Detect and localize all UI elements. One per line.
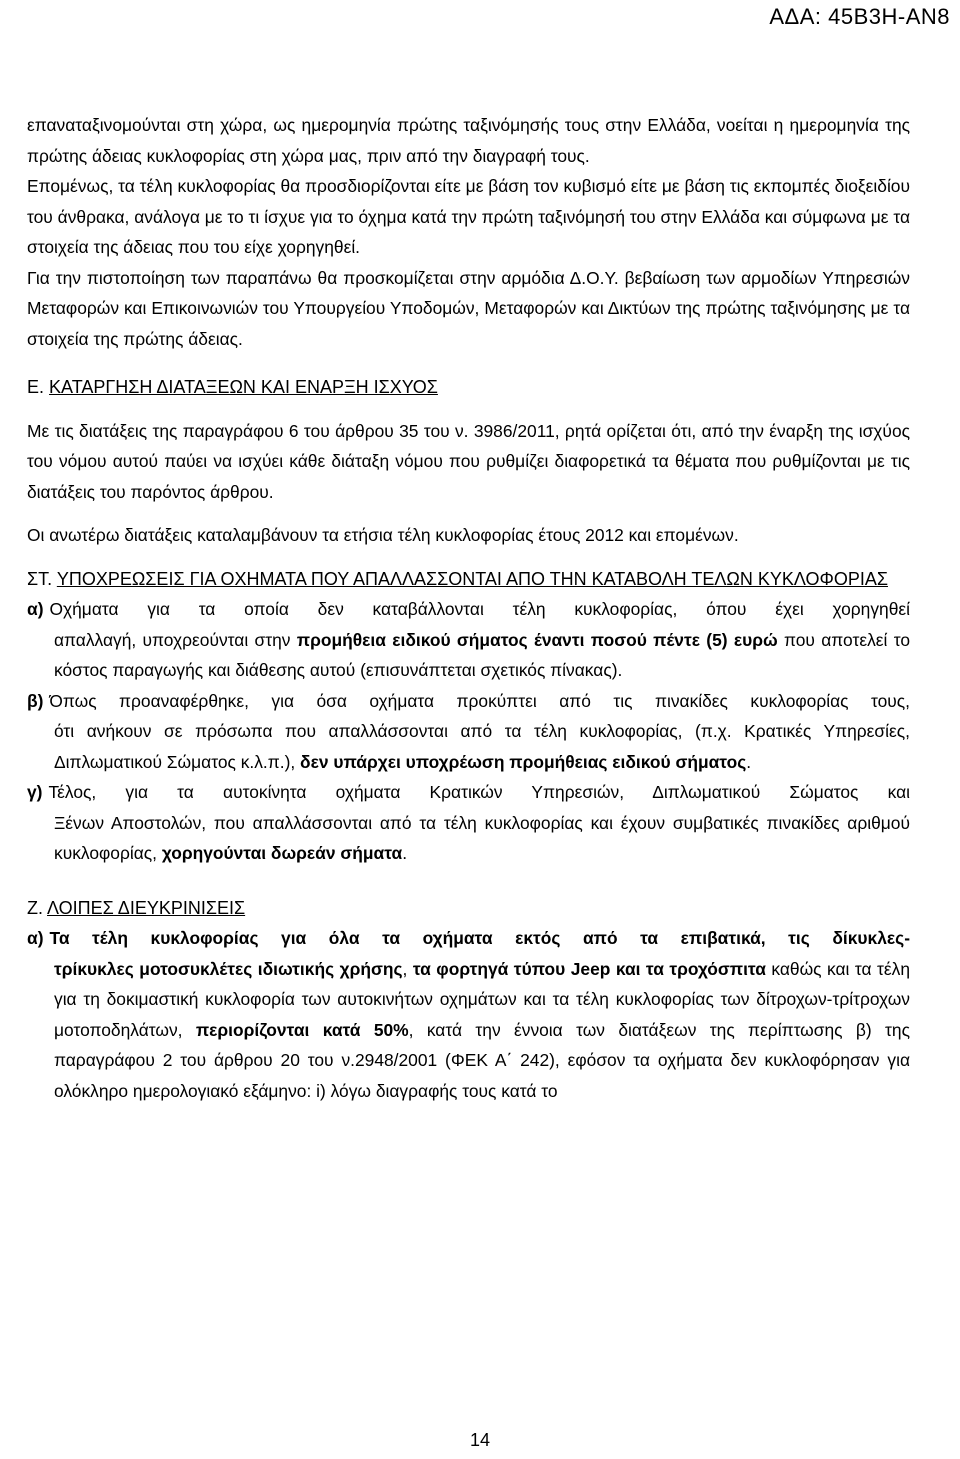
intro-paragraph-1: επαναταξινομούνται στη χώρα, ως ημερομηνία πρώτης ταξινόμησής τους στην Ελλάδα, νοείται η ημερομηνία της πρώτης άδειας κυκλοφορίας στη χώρα μας, πριν από την διαγραφή τους. — [27, 115, 910, 166]
section-st-heading — [27, 564, 910, 595]
section-z-heading — [27, 893, 910, 924]
item-first-line: Τα τέλη κυκλοφορίας για όλα τα οχήματα εκτός από τα επιβατικά, τις δίκυκλες- — [49, 928, 910, 948]
item-text: ότι ανήκουν σε πρόσωπα που απαλλάσσονται από τα τέλη κυκλοφορίας, (π.χ. Κρατικές Υπηρεσίες, Διπλωματικού Σώματος κ.λ.π.), — [54, 721, 910, 772]
section-e-heading — [27, 372, 910, 403]
item-bold-text: τα φορτηγά τύπου Jeep και τα τροχόσπιτα — [412, 958, 766, 979]
section-z-prefix: Ζ. — [27, 897, 48, 918]
item-text: . — [746, 751, 752, 772]
section-e-paragraph-2: Οι ανωτέρω διατάξεις καταλαμβάνουν τα ετήσια τέλη κυκλοφορίας έτους 2012 και επομένων. — [27, 525, 739, 545]
section-st-item-a — [27, 594, 910, 686]
item-bold-text: χορηγούνται δωρεάν σήματα — [161, 843, 403, 863]
item-bold-text: τρίκυκλες μοτοσυκλέτες ιδιωτικής χρήσης — [54, 958, 403, 979]
item-label: γ) — [27, 782, 43, 802]
section-e-prefix: Ε. — [27, 377, 50, 397]
item-bold-text: περιορίζονται κατά 50% — [195, 1019, 409, 1040]
intro-paragraph-3: Για την πιστοποίηση των παραπάνω θα προσκομίζεται στην αρμόδια Δ.Ο.Υ. βεβαίωση των αρμοδίων Υπηρεσιών Μεταφορών και Επικοινωνιών του Υπουργείου Υποδομών, Μεταφορών και Δικτύων της πρώτης ταξινόμησης με τα στοιχεία της πρώτης άδειας. — [27, 267, 910, 349]
document-body — [27, 110, 910, 1106]
item-text: . — [402, 843, 408, 863]
item-continuation — [27, 954, 910, 1107]
item-first-line: Οχήματα για τα οποία δεν καταβάλλονται τέλη κυκλοφορίας, όπου έχει χορηγηθεί — [49, 599, 910, 619]
item-continuation — [27, 808, 910, 869]
section-e-title: ΚΑΤΑΡΓΗΣΗ ΔΙΑΤΑΞΕΩΝ ΚΑΙ ΕΝΑΡΞΗ ΙΣΧΥΟΣ — [49, 377, 438, 397]
ada-code: ΑΔΑ: 45Β3Η-ΑΝ8 — [769, 4, 950, 29]
item-label: α) — [27, 928, 44, 948]
item-text: , — [402, 958, 413, 979]
item-continuation — [27, 716, 910, 777]
section-e-paragraph-1: Με τις διατάξεις της παραγράφου 6 του άρθρου 35 του ν. 3986/2011, ρητά ορίζεται ότι, από την έναρξη της ισχύος του νόμου αυτού παύει να ισχύει κάθε διάταξη νόμου που ρυθμίζει διαφορετικά τα θέματα που ρυθμίζονται με τις διατάξεις του παρόντος άρθρου. — [27, 420, 910, 502]
section-st-item-c — [27, 777, 910, 869]
section-z-item-a — [27, 923, 910, 1106]
item-text: Ξένων Αποστολών, που απαλλάσσονται από τα τέλη κυκλοφορίας και έχουν συμβατικές πινακίδες αριθμού κυκλοφορίας, — [54, 812, 910, 863]
section-st-prefix: ΣΤ. — [27, 568, 57, 589]
item-text: καθώς και τα τέλη για τη δοκιμαστική κυκλοφορία των αυτοκινήτων οχημάτων και τα τέλη κυκλοφορίας των δίτροχων-τρίτροχων μοτοποδηλάτων, — [54, 958, 910, 1040]
item-bold-text: δεν υπάρχει υποχρέωση προμήθειας ειδικού σήματος — [300, 751, 747, 772]
item-first-line: Όπως προαναφέρθηκε, για όσα οχήματα προκύπτει από τις πινακίδες κυκλοφορίας τους, — [49, 690, 910, 711]
item-text: που αποτελεί το κόστος παραγωγής και διάθεσης αυτού (επισυνάπτεται σχετικός πίνακας). — [54, 629, 910, 680]
item-text: απαλλαγή, υποχρεούνται στην — [54, 629, 297, 650]
item-text: , κατά την έννοια των διατάξεων της περίπτωσης β) της παραγράφου 2 του άρθρου 20 του ν.2948/2001 (ΦΕΚ Α΄ 242), εφόσον τα οχήματα δεν κυκλοφόρησαν για ολόκληρο ημερολογιακό εξάμηνο: i) λόγω διαγραφής τους κατά το — [54, 1019, 910, 1101]
section-st-item-b — [27, 686, 910, 778]
item-first-line: Τέλος, για τα αυτοκίνητα οχήματα Κρατικών Υπηρεσιών, Διπλωματικού Σώματος και — [48, 782, 910, 802]
item-label: α) — [27, 599, 44, 619]
intro-paragraph-2: Επομένως, τα τέλη κυκλοφορίας θα προσδιορίζονται είτε με βάση τον κυβισμό είτε με βάση τις εκπομπές διοξειδίου του άνθρακα, ανάλογα με το τι ίσχυε για το όχημα κατά την πρώτη ταξινόμησή του στην Ελλάδα και σύμφωνα με τα στοιχεία της άδειας που του είχε χορηγηθεί. — [27, 176, 910, 257]
item-bold-text: προμήθεια ειδικού σήματος έναντι ποσού πέντε (5) ευρώ — [296, 629, 778, 650]
item-continuation — [27, 625, 910, 686]
section-st-title: ΥΠΟΧΡΕΩΣΕΙΣ ΓΙΑ ΟΧΗΜΑΤΑ ΠΟΥ ΑΠΑΛΛΑΣΣΟΝΤΑΙ ΑΠΟ ΤΗΝ ΚΑΤΑΒΟΛΗ ΤΕΛΩΝ ΚΥΚΛΟΦΟΡΙΑΣ — [56, 568, 888, 589]
page-number: 14 — [469, 1430, 491, 1450]
section-z-title: ΛΟΙΠΕΣ ΔΙΕΥΚΡΙΝΙΣΕΙΣ — [47, 897, 246, 918]
item-label: β) — [27, 690, 44, 711]
